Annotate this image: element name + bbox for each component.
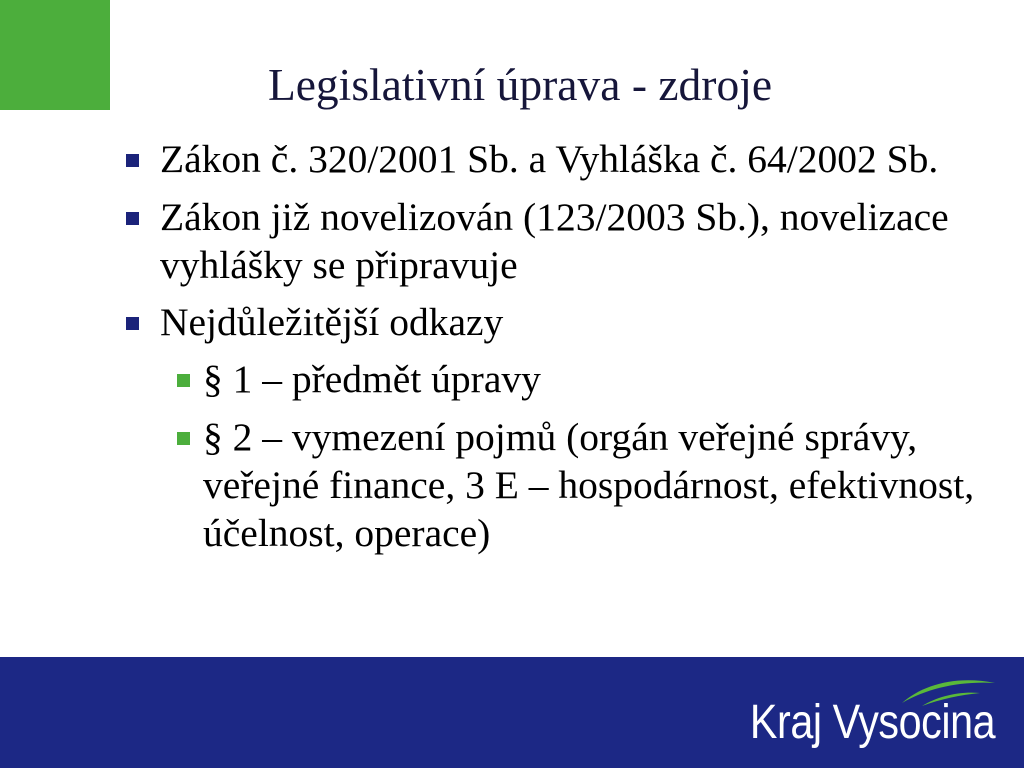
footer-band: [0, 657, 1024, 768]
square-bullet-icon: [177, 374, 190, 387]
logo-text: Kraj Vysocina: [749, 696, 995, 749]
sub-bullet-text-line: § 2 – vymezení pojmů (orgán veřejné správy,: [203, 415, 918, 459]
bullet-text-line: vyhlášky se připravuje: [160, 243, 518, 287]
sub-bullet-text-line: veřejné finance, 3 E – hospodárnost, efektivnost,: [203, 463, 975, 507]
bullet-text-line: Zákon již novelizován (123/2003 Sb.), novelizace: [160, 195, 949, 239]
sub-bullet-text-line: § 1 – předmět úpravy: [203, 357, 541, 401]
bullet-text-line: Zákon č. 320/2001 Sb. a Vyhláška č. 64/2002 Sb.: [160, 137, 939, 181]
slide-title: Legislativní úprava - zdroje: [267, 59, 773, 110]
bullet-item: [160, 298, 975, 555]
sub-bullet-text-line: účelnost, operace): [203, 511, 491, 555]
square-bullet-icon: [126, 212, 139, 225]
corner-green-square: [0, 0, 110, 110]
bullet-item: [160, 135, 938, 183]
square-bullet-icon: [126, 317, 139, 330]
square-bullet-icon: [126, 154, 139, 167]
sub-bullet-item: [203, 413, 974, 557]
sub-bullet-item: [203, 355, 541, 403]
square-bullet-icon: [177, 432, 190, 445]
bullet-text-line: Nejdůležitější odkazy: [160, 300, 504, 344]
bullet-item: [160, 193, 949, 289]
